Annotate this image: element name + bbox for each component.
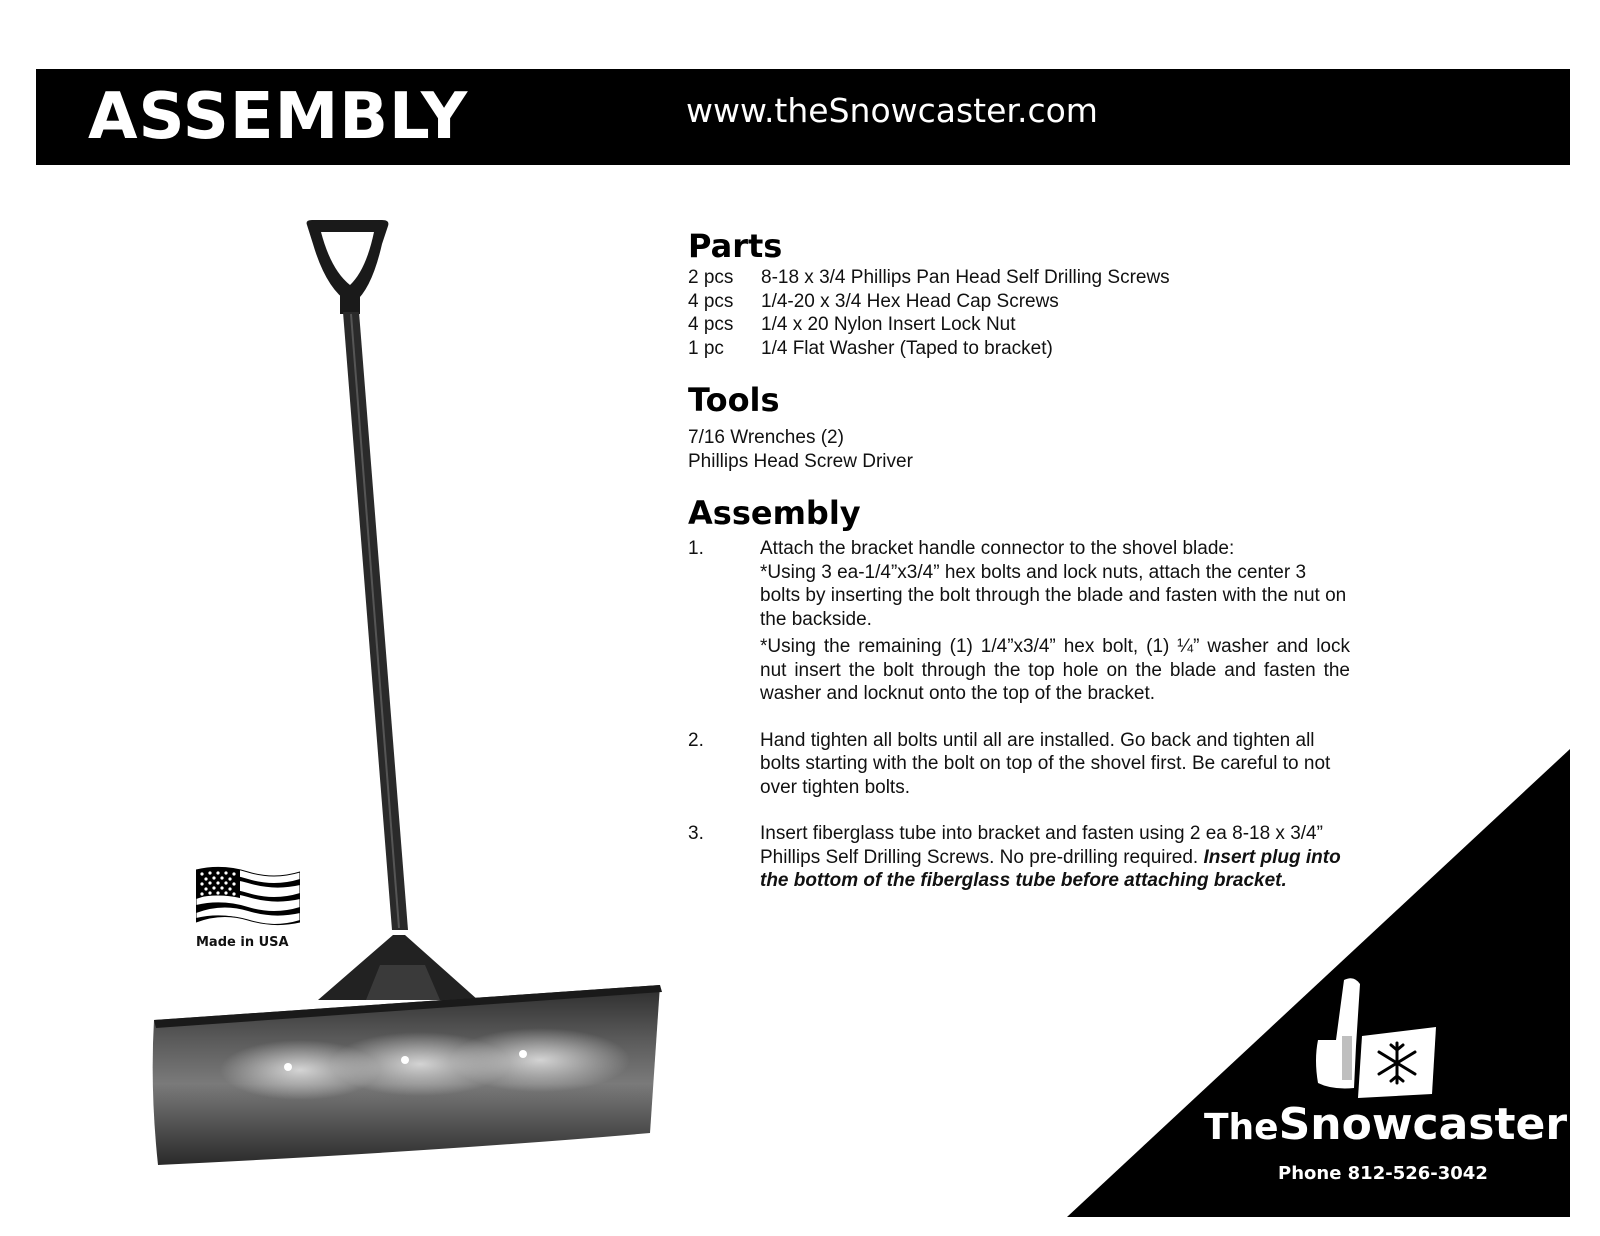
website-url: www.theSnowcaster.com	[686, 91, 1098, 130]
assembly-heading: Assembly	[688, 494, 861, 532]
brand-snowcaster: Snowcaster	[1278, 1099, 1568, 1150]
part-quantity: 4 pcs	[688, 314, 734, 335]
tool-item: 7/16 Wrenches (2)	[688, 427, 844, 448]
step-number: 2.	[688, 729, 704, 751]
step-text: *Using the remaining (1) 1/4”x3/4” hex bolt, (1) ¼” washer and lock nut insert the bolt through the top hole on the blade and fasten the washer and locknut onto the top of the bracket.	[760, 636, 1350, 704]
part-quantity: 1 pc	[688, 337, 724, 359]
step-number: 3.	[688, 823, 704, 844]
brand-name	[1204, 1099, 1567, 1150]
part-description: 1/4-20 x 3/4 Hex Head Cap Screws	[761, 290, 1059, 312]
part-description: 1/4 x 20 Nylon Insert Lock Nut	[761, 314, 1016, 335]
part-quantity: 4 pcs	[688, 290, 734, 312]
part-quantity: 2 pcs	[688, 267, 734, 288]
part-description: 1/4 Flat Washer (Taped to bracket)	[761, 337, 1053, 359]
brand-the: The	[1204, 1107, 1279, 1148]
parts-heading: Parts	[688, 227, 783, 265]
step-text: Attach the bracket handle connector to the shovel blade:	[760, 538, 1235, 559]
step-text: Hand tighten all bolts until all are installed. Go back and tighten all bolts starting with the bolt on top of the shovel first. Be careful to not over tighten bolts.	[760, 729, 1331, 798]
step-text: *Using 3 ea-1/4”x3/4” hex bolts and lock nuts, attach the center 3 bolts by inserting the bolt through the blade and fasten with the nut on the backside.	[760, 561, 1347, 630]
made-in-usa-caption: Made in USA	[196, 935, 289, 950]
tools-heading: Tools	[688, 381, 780, 419]
phone-number: Phone 812-526-3042	[1278, 1163, 1488, 1184]
part-description: 8-18 x 3/4 Phillips Pan Head Self Drilling Screws	[761, 267, 1170, 288]
step-number: 1.	[688, 538, 704, 559]
page-title: ASSEMBLY	[88, 80, 469, 154]
tool-item: Phillips Head Screw Driver	[688, 450, 913, 472]
step-text-emphasis: Insert plug into the bottom of the fiberglass tube before attaching bracket.	[760, 846, 1341, 891]
step-text-plain: Insert fiberglass tube into bracket and fasten using 2 ea 8-18 x 3/4” Phillips Self Drilling Screws. No pre-drilling required.	[760, 823, 1323, 868]
